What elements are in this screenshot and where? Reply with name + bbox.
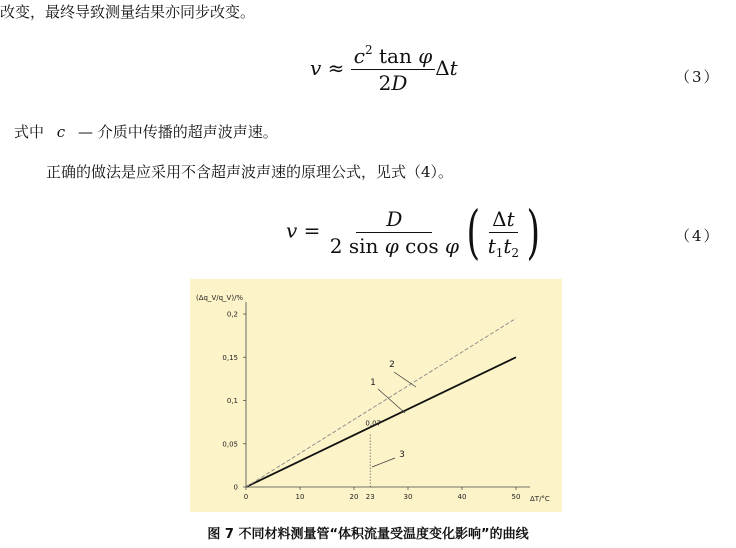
- y-tick-label: 0,05: [222, 440, 238, 449]
- symbol-c: c: [56, 123, 66, 141]
- x-tick-label: 20: [349, 493, 359, 501]
- line2-suffix: — 介质中传播的超声波声速。: [77, 123, 278, 141]
- paragraph-line-1: 改变，最终导致测量结果亦同步改变。: [0, 3, 256, 21]
- figure-caption: 图 7 不同材料测量管“体积流量受温度变化影响”的曲线: [207, 527, 529, 542]
- x-tick-label: 0: [243, 493, 249, 501]
- y-axis-label: (Δq_V/q_V)/%: [196, 294, 244, 302]
- y-tick-label: 0: [233, 483, 238, 492]
- paragraph-line-3: 正确的做法是应采用不含超声波声速的原理公式，见式（4）。: [46, 163, 454, 181]
- y-tick-label: 0,1: [226, 397, 238, 405]
- series-label-2: 2: [389, 360, 395, 370]
- annotation-label-3: 3: [399, 450, 405, 460]
- line2-prefix: 式中: [14, 123, 45, 141]
- figure-chart: [190, 279, 562, 512]
- equation-4-number: （4）: [675, 227, 721, 245]
- series-label-1: 1: [370, 378, 376, 388]
- equation-3-number: （3）: [675, 68, 721, 86]
- y-tick-label: 0,2: [226, 310, 238, 319]
- x-tick-label-extra: 23: [365, 493, 375, 501]
- x-tick-label: 30: [403, 493, 413, 501]
- y-tick-label: 0,15: [222, 353, 238, 362]
- x-tick-label: 40: [457, 493, 467, 501]
- x-axis-label: ΔT/°C: [530, 495, 550, 503]
- paragraph-line-2: [14, 122, 278, 142]
- equation-4: v = $\frac{D}{\text{2 sin φ cos φ}}$ ( $\frac{\Delta t}{t_1t_2}$ ): [286, 198, 541, 266]
- point-label: 0,07: [365, 419, 381, 428]
- x-tick-label: 10: [295, 493, 305, 501]
- equation-3: v ≈ $\frac{c^2 \tan \varphi}{2D}$ Δt: [310, 43, 458, 95]
- chart-svg: [190, 279, 562, 512]
- x-tick-label: 50: [511, 493, 521, 501]
